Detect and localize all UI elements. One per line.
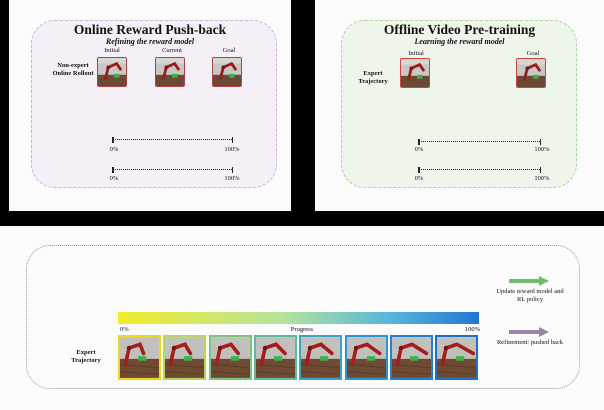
gradient-end-label: 100% (464, 326, 480, 333)
robot-frame-initial (400, 58, 430, 88)
trajectory-frame (345, 335, 388, 380)
robot-frame-initial (97, 57, 127, 87)
online-pushback-title: Online Reward Push-back (73, 22, 227, 37)
progress-axis-1 (419, 141, 540, 142)
trajectory-frame (254, 335, 297, 380)
frame-label-initial: Initial (104, 47, 120, 54)
trajectory-frame (118, 335, 161, 380)
frame-label-goal: Goal (526, 50, 540, 57)
rollout-row-label: Non-expert Online Rollout (52, 62, 94, 77)
gradient-start-label: 0% (120, 326, 129, 333)
axis1-start-label: 0% (109, 146, 119, 153)
progress-label: Progress (290, 326, 314, 333)
frame-label-goal: Goal (222, 47, 236, 54)
axis1-end-label: 100% (224, 146, 240, 153)
trajectory-frame (209, 335, 252, 380)
robot-frame-goal (212, 57, 242, 87)
progress-axis-2 (419, 169, 540, 170)
expert-row-label: Expert Trajectory (358, 70, 388, 85)
online-pushback-panel (9, 0, 291, 211)
progress-gradient-bar (118, 312, 479, 324)
axis2-end-label: 100% (534, 175, 550, 182)
robot-frame-current (155, 57, 185, 87)
trajectory-frame (299, 335, 342, 380)
trajectory-frame (163, 335, 206, 380)
legend-refinement-label: Refinement: pushed back (496, 339, 564, 346)
offline-pretraining-title: Offline Video Pre-training (383, 22, 536, 37)
axis2-end-label: 100% (224, 175, 240, 182)
purple-arrow-icon (509, 327, 549, 337)
legend-update-label: Update reward model and RL policy (496, 288, 564, 303)
robot-frame-goal (516, 58, 546, 88)
frame-label-current: Current (162, 47, 182, 54)
offline-pretraining-panel (315, 0, 604, 211)
trajectory-frame (390, 335, 433, 380)
axis2-start-label: 0% (414, 175, 424, 182)
offline-pretraining-subtitle: Learning the reward model (414, 37, 505, 46)
green-arrow-icon (509, 276, 549, 286)
frame-label-initial: Initial (408, 50, 424, 57)
progress-axis-2 (113, 169, 232, 170)
trajectory-frame (435, 335, 478, 380)
axis1-end-label: 100% (534, 146, 550, 153)
online-pushback-subtitle: Refining the reward model (105, 37, 195, 46)
bottom-expert-row-label: Expert Trajectory (71, 349, 101, 364)
progress-axis-1 (113, 139, 232, 140)
axis1-start-label: 0% (414, 146, 424, 153)
axis2-start-label: 0% (109, 175, 119, 182)
